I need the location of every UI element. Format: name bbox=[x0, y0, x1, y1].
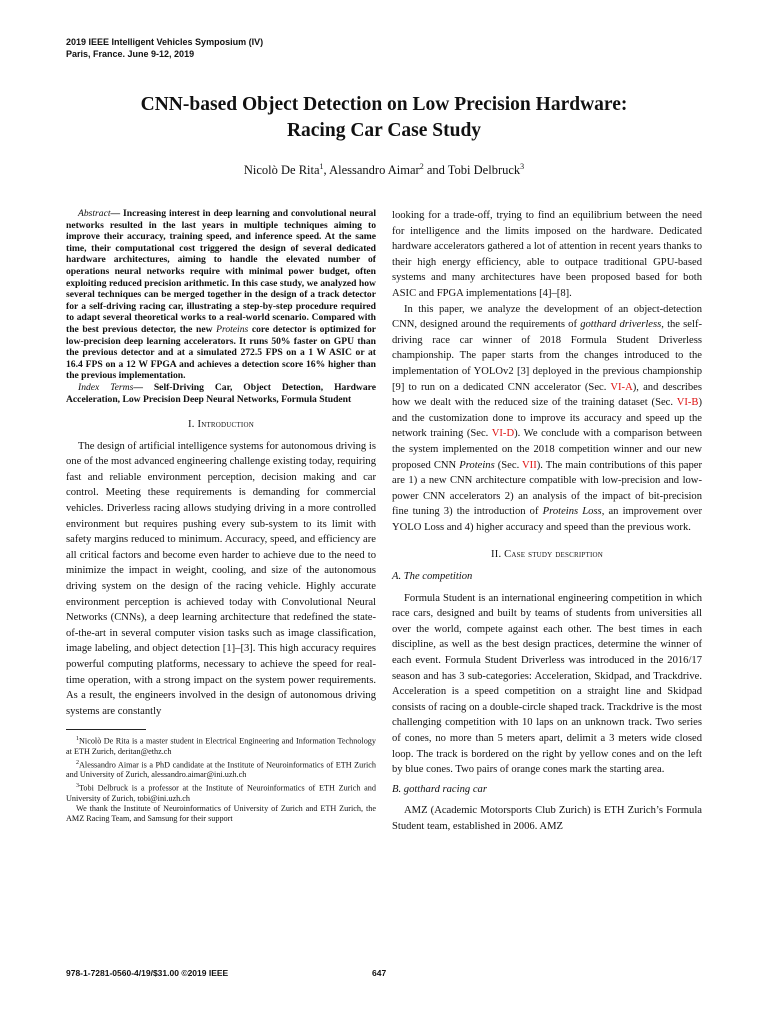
section-ref-link[interactable]: VI-D bbox=[491, 428, 515, 440]
page-number: 647 bbox=[372, 968, 387, 978]
introduction-paragraph-2: In this paper, we analyze the development of an object-detection CNN, designed around the requirements of gotthard driverless, the self-driving race car winner of 2018 Formula Student Driverless championship. The paper starts from the changes introduced to the implementation of YOLOv2 [3] deployed in the previous championship [9] to run on a dedicated CNN accelerator (Sec. VI-A), and describes how we dealt with the reduced size of the training dataset (Sec. VI-B) and the customization done to improve its accuracy and speed up the network training (Sec. VI-D). We conclude with a comparison between the system implemented on the 2018 competition winner and our new proposed CNN Proteins (Sec. VII). The main contributions of this paper are 1) a new CNN architecture compatible with low-precision and low-power CNN accelerators 2) an analysis of the impact of bit-precision fine tuning 3) the introduction of Proteins Loss, an improvement over YOLO Loss and 4) higher accuracy and speed than the previous work. bbox=[392, 303, 703, 533]
section-ref-link[interactable]: VII bbox=[522, 459, 537, 471]
author-name: Nicolò De Rita bbox=[243, 163, 320, 178]
section-number: I. bbox=[188, 419, 198, 431]
abstract-label: Abstract bbox=[78, 208, 111, 219]
competition-paragraph: Formula Student is an international engineering competition in which race cars, designed and built by teams of students from universities all over the world, compete against each other. The best times in each discipline, as well as the best design practices, determine the winner of each event. Formula Student Driverless was introduced in the 2016/17 season and has 3 sub-categories: Acceleration, Skidpad, and Trackdrive. Acceleration is a speed competition on a straight line and Skidpad consists of racing on a double-circle shaped track. Trackdrive is the most challenging competition with 10 laps on an unknown track. Two series of cones, no more than 5 meters apart, delimit a 3 meters wide closed loop. The track is bordered on the right by yellow cones and on the left by blue cones. Two pairs of orange cones mark the starting area. bbox=[392, 592, 702, 776]
footnote-mark: 3 bbox=[76, 782, 79, 789]
index-terms bbox=[66, 382, 376, 405]
footnote-divider bbox=[66, 729, 146, 730]
index-terms-dash: — bbox=[133, 381, 154, 393]
index-terms-label: Index Terms bbox=[78, 381, 134, 393]
proteins-name: Proteins bbox=[459, 459, 495, 471]
section-number: II. bbox=[491, 549, 505, 561]
section-heading-case-study bbox=[392, 547, 702, 563]
conference-location: Paris, France. June 9-12, 2019 bbox=[66, 49, 195, 59]
title-line-2: Racing Car Case Study bbox=[286, 120, 482, 141]
section-title: Introduction bbox=[197, 419, 254, 431]
author-name: Alessandro Aimar bbox=[329, 163, 420, 178]
index-terms-text: Self-Driving Car, Object Detection, Hardware Acceleration, Low Precision Deep Neural Networks, Formula Student bbox=[66, 381, 376, 405]
section-heading-introduction bbox=[66, 417, 376, 433]
racing-car-paragraph: AMZ (Academic Motorsports Club Zurich) is ETH Zurich’s Formula Student team, established in 2006. AMZ bbox=[392, 805, 702, 832]
footnote-mark: 2 bbox=[76, 759, 79, 766]
abstract bbox=[66, 208, 376, 382]
author-separator: and bbox=[423, 163, 448, 178]
subsection-heading-competition: A. The competition bbox=[392, 571, 473, 583]
car-name: gotthard driverless bbox=[580, 319, 662, 331]
abstract-proteins: Proteins bbox=[216, 323, 249, 335]
footnote-3: $^3$Tobi Delbruck is a professor at the Institute of Neuroinformatics of ETH Zurich and University of Zurich, tobi@ini.uzh.ch bbox=[66, 782, 376, 803]
conference-header bbox=[66, 36, 263, 60]
author-list bbox=[40, 162, 728, 178]
left-column bbox=[66, 208, 376, 824]
author-name: Tobi Delbruck bbox=[447, 163, 521, 178]
section-ref-link[interactable]: VI-A bbox=[610, 381, 633, 393]
proteins-loss-name: Proteins Loss bbox=[542, 506, 602, 518]
abstract-dash: — bbox=[110, 208, 124, 219]
right-column bbox=[392, 208, 702, 835]
footnote-mark: 1 bbox=[76, 736, 79, 743]
footnote-1: $^1$Nicolò De Rita is a master student in Electrical Engineering and Information Technology at ETH Zurich, deritan@ethz.ch bbox=[66, 736, 376, 757]
author-mark: 3 bbox=[520, 162, 525, 171]
section-title: Case study description bbox=[504, 549, 603, 561]
title-line-1: CNN-based Object Detection on Low Precision Hardware: bbox=[140, 94, 628, 115]
introduction-paragraph-continued: looking for a trade-off, trying to find an equilibrium between the need for intelligence and the limits imposed on the hardware. Dedicated hardware accelerators gathered a lot of attention in recent years thanks to their high energy efficiency, able to outpace traditional GPU-based systems and many architectures have been proposed based for both ASIC and FPGA implementations [4]–[8]. bbox=[392, 210, 702, 299]
acknowledgment-note: We thank the Institute of Neuroinformatics of University of Zurich and ETH Zurich, the AMZ Racing Team, and Samsung for their support bbox=[66, 803, 376, 823]
section-ref-link[interactable]: VI-B bbox=[676, 397, 699, 409]
footnotes bbox=[66, 734, 376, 824]
introduction-paragraph: The design of artificial intelligence systems for autonomous driving is one of the most advanced engineering challenge existing today, requiring fast and reliable environment perception, decision making and car control. Meeting these requirements is demanding for commercial vehicles. Driverless racing allows studying driving in a more controlled environment but requires pushing every sub-system to its limit with safety margins reduced to minimum. Accuracy, speed, and efficiency are all critical factors and become even harder to achieve due to the need to minimize the impact in weight, cooling, and size of the autonomous driving system on the design of the racing vehicle. Highly accurate environment perception is achieved today with Convolutional Neural Networks (CNNs), a deep learning architecture that redefined the state-of-the-art in several computer vision tasks such as image classification, image labeling, and object detection [1]–[3]. This high accuracy requires powerful computing platforms, necessary to achieve the speed for real-time operation, with a strong impact on the system power requirements. As a result, the engineers involved in the design of autonomous driving systems are constantly bbox=[66, 440, 376, 717]
author-separator: , bbox=[323, 163, 330, 178]
author-mark: 2 bbox=[419, 162, 424, 171]
author-mark: 1 bbox=[319, 162, 324, 171]
abstract-text: Increasing interest in deep learning and convolutional neural networks resulted in the last years in multiple techniques aiming to improve their accuracy, training speed, and inference speed. At the same time, their computational cost triggered the design of several dedicated hardware architectures, aiming to handle the elevated number of operations neural networks require with minimal power budget, often exploiting reduced precision arithmetic. In this case study, we analyzed how several techniques can be merged together in the design of a track detector for a self-driving racing car, illustrating a step-by-step procedure required to adapt several theoretical works to a real-world scenario. Compared with the best previous detector, the new bbox=[66, 208, 376, 335]
paper-title bbox=[40, 92, 728, 144]
subsection-heading-racing-car: B. gotthard racing car bbox=[392, 783, 487, 795]
copyright-line: 978-1-7281-0560-4/19/$31.00 ©2019 IEEE bbox=[66, 968, 229, 978]
footnote-2: $^2$Alessandro Aimar is a PhD candidate at the Institute of Neuroinformatics of ETH Zurich and University of Zurich, alessandro.aimar@ini.uzh.ch bbox=[66, 759, 376, 780]
abstract-text-end: core detector is optimized for low-precision deep learning accelerators. It runs 50% faster on GPU than the previous detector and at a simulated 272.5 FPS on a 1 W ASIC or at 16.4 FPS on a 12 W FPGA and achieves a detection score 16% higher than the previous implementation. bbox=[66, 323, 376, 382]
conference-name: 2019 IEEE Intelligent Vehicles Symposium (IV) bbox=[66, 37, 264, 47]
